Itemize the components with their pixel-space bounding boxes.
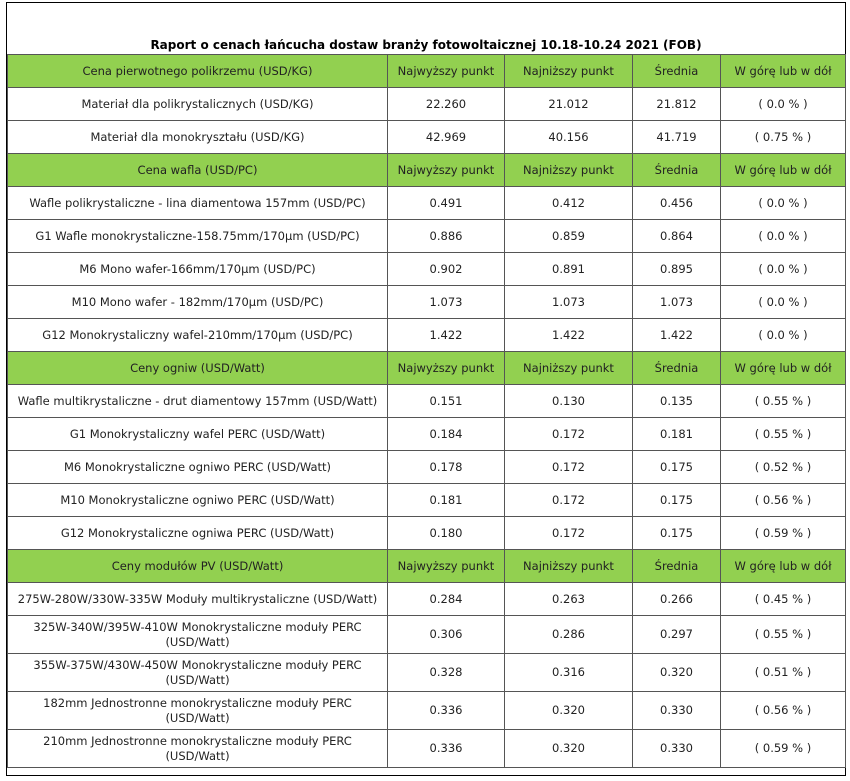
avg-value-cell: 0.320 xyxy=(633,654,721,692)
high-value-cell: 0.491 xyxy=(388,187,505,220)
table-row xyxy=(8,583,846,616)
table-row xyxy=(8,654,846,692)
high-value-cell: 1.422 xyxy=(388,319,505,352)
low-value-cell: 0.316 xyxy=(505,654,633,692)
low-value-cell: 0.286 xyxy=(505,616,633,654)
low-value-cell: 40.156 xyxy=(505,121,633,154)
column-header-high: Najwyższy punkt xyxy=(388,550,505,583)
avg-value-cell: 0.330 xyxy=(633,730,721,768)
column-header-change: W górę lub w dół xyxy=(721,352,846,385)
table-row xyxy=(8,692,846,730)
product-name-cell: 325W-340W/395W-410W Monokrystaliczne moduły PERC (USD/Watt) xyxy=(8,616,388,654)
column-header-high: Najwyższy punkt xyxy=(388,55,505,88)
product-name-cell: M6 Monokrystaliczne ogniwo PERC (USD/Watt) xyxy=(8,451,388,484)
avg-value-cell: 1.073 xyxy=(633,286,721,319)
high-value-cell: 0.328 xyxy=(388,654,505,692)
section-header-row xyxy=(8,154,846,187)
high-value-cell: 42.969 xyxy=(388,121,505,154)
table-row xyxy=(8,253,846,286)
avg-value-cell: 0.181 xyxy=(633,418,721,451)
avg-value-cell: 0.175 xyxy=(633,484,721,517)
low-value-cell: 0.172 xyxy=(505,418,633,451)
price-report-frame xyxy=(6,2,846,776)
low-value-cell: 1.073 xyxy=(505,286,633,319)
table-row xyxy=(8,451,846,484)
low-value-cell: 0.172 xyxy=(505,484,633,517)
table-row xyxy=(8,385,846,418)
high-value-cell: 0.306 xyxy=(388,616,505,654)
high-value-cell: 0.184 xyxy=(388,418,505,451)
column-header-low: Najniższy punkt xyxy=(505,550,633,583)
column-header-change: W górę lub w dół xyxy=(721,55,846,88)
column-header-low: Najniższy punkt xyxy=(505,352,633,385)
high-value-cell: 22.260 xyxy=(388,88,505,121)
change-value-cell: ( 0.55 % ) xyxy=(721,418,846,451)
change-value-cell: ( 0.0 % ) xyxy=(721,88,846,121)
column-header-avg: Średnia xyxy=(633,55,721,88)
product-name-cell: Wafle polikrystaliczne - lina diamentowa 157mm (USD/PC) xyxy=(8,187,388,220)
high-value-cell: 0.178 xyxy=(388,451,505,484)
high-value-cell: 0.902 xyxy=(388,253,505,286)
table-row xyxy=(8,220,846,253)
low-value-cell: 0.859 xyxy=(505,220,633,253)
product-name-cell: 275W-280W/330W-335W Moduły multikrystaliczne (USD/Watt) xyxy=(8,583,388,616)
section-header-row xyxy=(8,550,846,583)
change-value-cell: ( 0.0 % ) xyxy=(721,253,846,286)
avg-value-cell: 1.422 xyxy=(633,319,721,352)
column-header-avg: Średnia xyxy=(633,550,721,583)
high-value-cell: 0.886 xyxy=(388,220,505,253)
section-header-label: Cena wafla (USD/PC) xyxy=(8,154,388,187)
avg-value-cell: 0.456 xyxy=(633,187,721,220)
column-header-change: W górę lub w dół xyxy=(721,154,846,187)
table-row xyxy=(8,484,846,517)
column-header-change: W górę lub w dół xyxy=(721,550,846,583)
avg-value-cell: 0.864 xyxy=(633,220,721,253)
change-value-cell: ( 0.55 % ) xyxy=(721,385,846,418)
table-row xyxy=(8,187,846,220)
avg-value-cell: 0.297 xyxy=(633,616,721,654)
price-table-body xyxy=(8,55,846,768)
low-value-cell: 0.263 xyxy=(505,583,633,616)
high-value-cell: 0.336 xyxy=(388,692,505,730)
product-name-cell: Wafle multikrystaliczne - drut diamentowy 157mm (USD/Watt) xyxy=(8,385,388,418)
low-value-cell: 1.422 xyxy=(505,319,633,352)
low-value-cell: 0.412 xyxy=(505,187,633,220)
high-value-cell: 0.284 xyxy=(388,583,505,616)
low-value-cell: 0.172 xyxy=(505,517,633,550)
section-header-row xyxy=(8,55,846,88)
column-header-high: Najwyższy punkt xyxy=(388,352,505,385)
table-row xyxy=(8,286,846,319)
change-value-cell: ( 0.59 % ) xyxy=(721,517,846,550)
product-name-cell: M10 Mono wafer - 182mm/170μm (USD/PC) xyxy=(8,286,388,319)
table-row xyxy=(8,418,846,451)
product-name-cell: 355W-375W/430W-450W Monokrystaliczne moduły PERC (USD/Watt) xyxy=(8,654,388,692)
avg-value-cell: 21.812 xyxy=(633,88,721,121)
column-header-low: Najniższy punkt xyxy=(505,154,633,187)
change-value-cell: ( 0.0 % ) xyxy=(721,319,846,352)
change-value-cell: ( 0.52 % ) xyxy=(721,451,846,484)
price-table xyxy=(7,54,846,768)
avg-value-cell: 0.330 xyxy=(633,692,721,730)
avg-value-cell: 41.719 xyxy=(633,121,721,154)
change-value-cell: ( 0.56 % ) xyxy=(721,484,846,517)
section-header-label: Cena pierwotnego polikrzemu (USD/KG) xyxy=(8,55,388,88)
low-value-cell: 0.891 xyxy=(505,253,633,286)
section-header-label: Ceny ogniw (USD/Watt) xyxy=(8,352,388,385)
high-value-cell: 0.181 xyxy=(388,484,505,517)
change-value-cell: ( 0.56 % ) xyxy=(721,692,846,730)
product-name-cell: Materiał dla polikrystalicznych (USD/KG) xyxy=(8,88,388,121)
high-value-cell: 0.180 xyxy=(388,517,505,550)
product-name-cell: 182mm Jednostronne monokrystaliczne moduły PERC (USD/Watt) xyxy=(8,692,388,730)
high-value-cell: 0.151 xyxy=(388,385,505,418)
product-name-cell: M6 Mono wafer-166mm/170μm (USD/PC) xyxy=(8,253,388,286)
high-value-cell: 0.336 xyxy=(388,730,505,768)
avg-value-cell: 0.895 xyxy=(633,253,721,286)
column-header-high: Najwyższy punkt xyxy=(388,154,505,187)
low-value-cell: 21.012 xyxy=(505,88,633,121)
table-row xyxy=(8,319,846,352)
table-row xyxy=(8,88,846,121)
column-header-low: Najniższy punkt xyxy=(505,55,633,88)
avg-value-cell: 0.266 xyxy=(633,583,721,616)
product-name-cell: G12 Monokrystaliczne ogniwa PERC (USD/Watt) xyxy=(8,517,388,550)
product-name-cell: M10 Monokrystaliczne ogniwo PERC (USD/Watt) xyxy=(8,484,388,517)
product-name-cell: 210mm Jednostronne monokrystaliczne moduły PERC (USD/Watt) xyxy=(8,730,388,768)
product-name-cell: Materiał dla monokryształu (USD/KG) xyxy=(8,121,388,154)
table-row xyxy=(8,616,846,654)
report-title: Raport o cenach łańcucha dostaw branży fotowoltaicznej 10.18-10.24 2021 (FOB) xyxy=(150,38,702,52)
change-value-cell: ( 0.51 % ) xyxy=(721,654,846,692)
change-value-cell: ( 0.55 % ) xyxy=(721,616,846,654)
avg-value-cell: 0.175 xyxy=(633,451,721,484)
change-value-cell: ( 0.45 % ) xyxy=(721,583,846,616)
low-value-cell: 0.320 xyxy=(505,692,633,730)
high-value-cell: 1.073 xyxy=(388,286,505,319)
low-value-cell: 0.130 xyxy=(505,385,633,418)
table-row xyxy=(8,730,846,768)
change-value-cell: ( 0.0 % ) xyxy=(721,286,846,319)
avg-value-cell: 0.135 xyxy=(633,385,721,418)
change-value-cell: ( 0.59 % ) xyxy=(721,730,846,768)
table-row xyxy=(8,517,846,550)
column-header-avg: Średnia xyxy=(633,352,721,385)
change-value-cell: ( 0.0 % ) xyxy=(721,187,846,220)
section-header-row xyxy=(8,352,846,385)
product-name-cell: G12 Monokrystaliczny wafel-210mm/170μm (USD/PC) xyxy=(8,319,388,352)
product-name-cell: G1 Monokrystaliczny wafel PERC (USD/Watt) xyxy=(8,418,388,451)
avg-value-cell: 0.175 xyxy=(633,517,721,550)
change-value-cell: ( 0.75 % ) xyxy=(721,121,846,154)
change-value-cell: ( 0.0 % ) xyxy=(721,220,846,253)
section-header-label: Ceny modułów PV (USD/Watt) xyxy=(8,550,388,583)
table-row xyxy=(8,121,846,154)
column-header-avg: Średnia xyxy=(633,154,721,187)
low-value-cell: 0.172 xyxy=(505,451,633,484)
low-value-cell: 0.320 xyxy=(505,730,633,768)
product-name-cell: G1 Wafle monokrystaliczne-158.75mm/170μm (USD/PC) xyxy=(8,220,388,253)
